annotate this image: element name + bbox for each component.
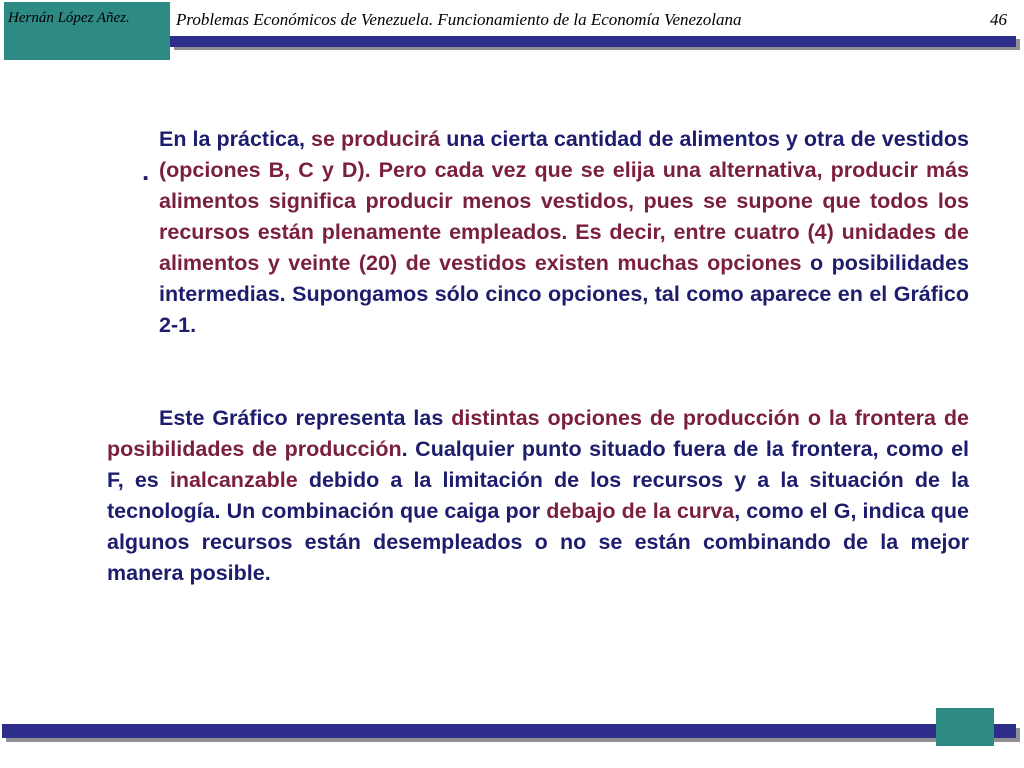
p1-segment-6: o posibilidades intermedias. Supongamos sólo cinco opciones, tal como aparece en el Gráfico 2-1. <box>159 251 969 337</box>
footer-bar <box>2 724 1016 738</box>
p1-segment-1: En la práctica, <box>159 127 305 151</box>
p2-segment-3: . Cualquier punto situado fuera de la frontera, como el F, es <box>107 437 969 492</box>
footer-accent-box <box>936 708 994 746</box>
p2-segment-1: Este Gráfico representa las <box>159 406 452 430</box>
p1-segment-5-emphasis: existen muchas opciones <box>534 251 802 275</box>
paragraph-2 <box>107 403 969 589</box>
document-title: Problemas Económicos de Venezuela. Funcionamiento de la Economía Venezolana <box>176 10 742 29</box>
page-number: 46 <box>990 10 1007 29</box>
p2-segment-7: , como el G, indica que algunos recursos están desempleados o no se están combinando de la mejor manera posible. <box>107 499 970 585</box>
p2-segment-2-emphasis: distintas opciones de producción o la frontera de posibilidades de producción <box>107 406 969 461</box>
author-name: Hernán López Añez. <box>8 10 130 26</box>
p1-segment-3: una cierta cantidad de alimentos y otra de vestidos <box>446 127 969 151</box>
p1-segment-4-emphasis: (opciones B, C y D). Pero cada vez que se elija una alternativa, producir más alimentos significa producir menos vestidos, pues se supone que todos los recursos están plenamente empleados. Es decir, entre cuatro (4) unidades de alimentos y veinte (20) de vestidos <box>159 158 969 275</box>
p2-segment-5: debido a la limitación de los recursos y a la situación de la tecnología. Un combinación que caiga por <box>107 468 969 523</box>
bullet-marker: . <box>142 156 150 186</box>
header-bar <box>170 36 1016 47</box>
paragraph-1 <box>159 124 969 341</box>
p1-segment-2-emphasis: se producirá <box>304 127 447 151</box>
p2-segment-4-emphasis: inalcanzable <box>169 468 298 492</box>
p2-segment-6-emphasis: debajo de la curva <box>546 499 735 523</box>
